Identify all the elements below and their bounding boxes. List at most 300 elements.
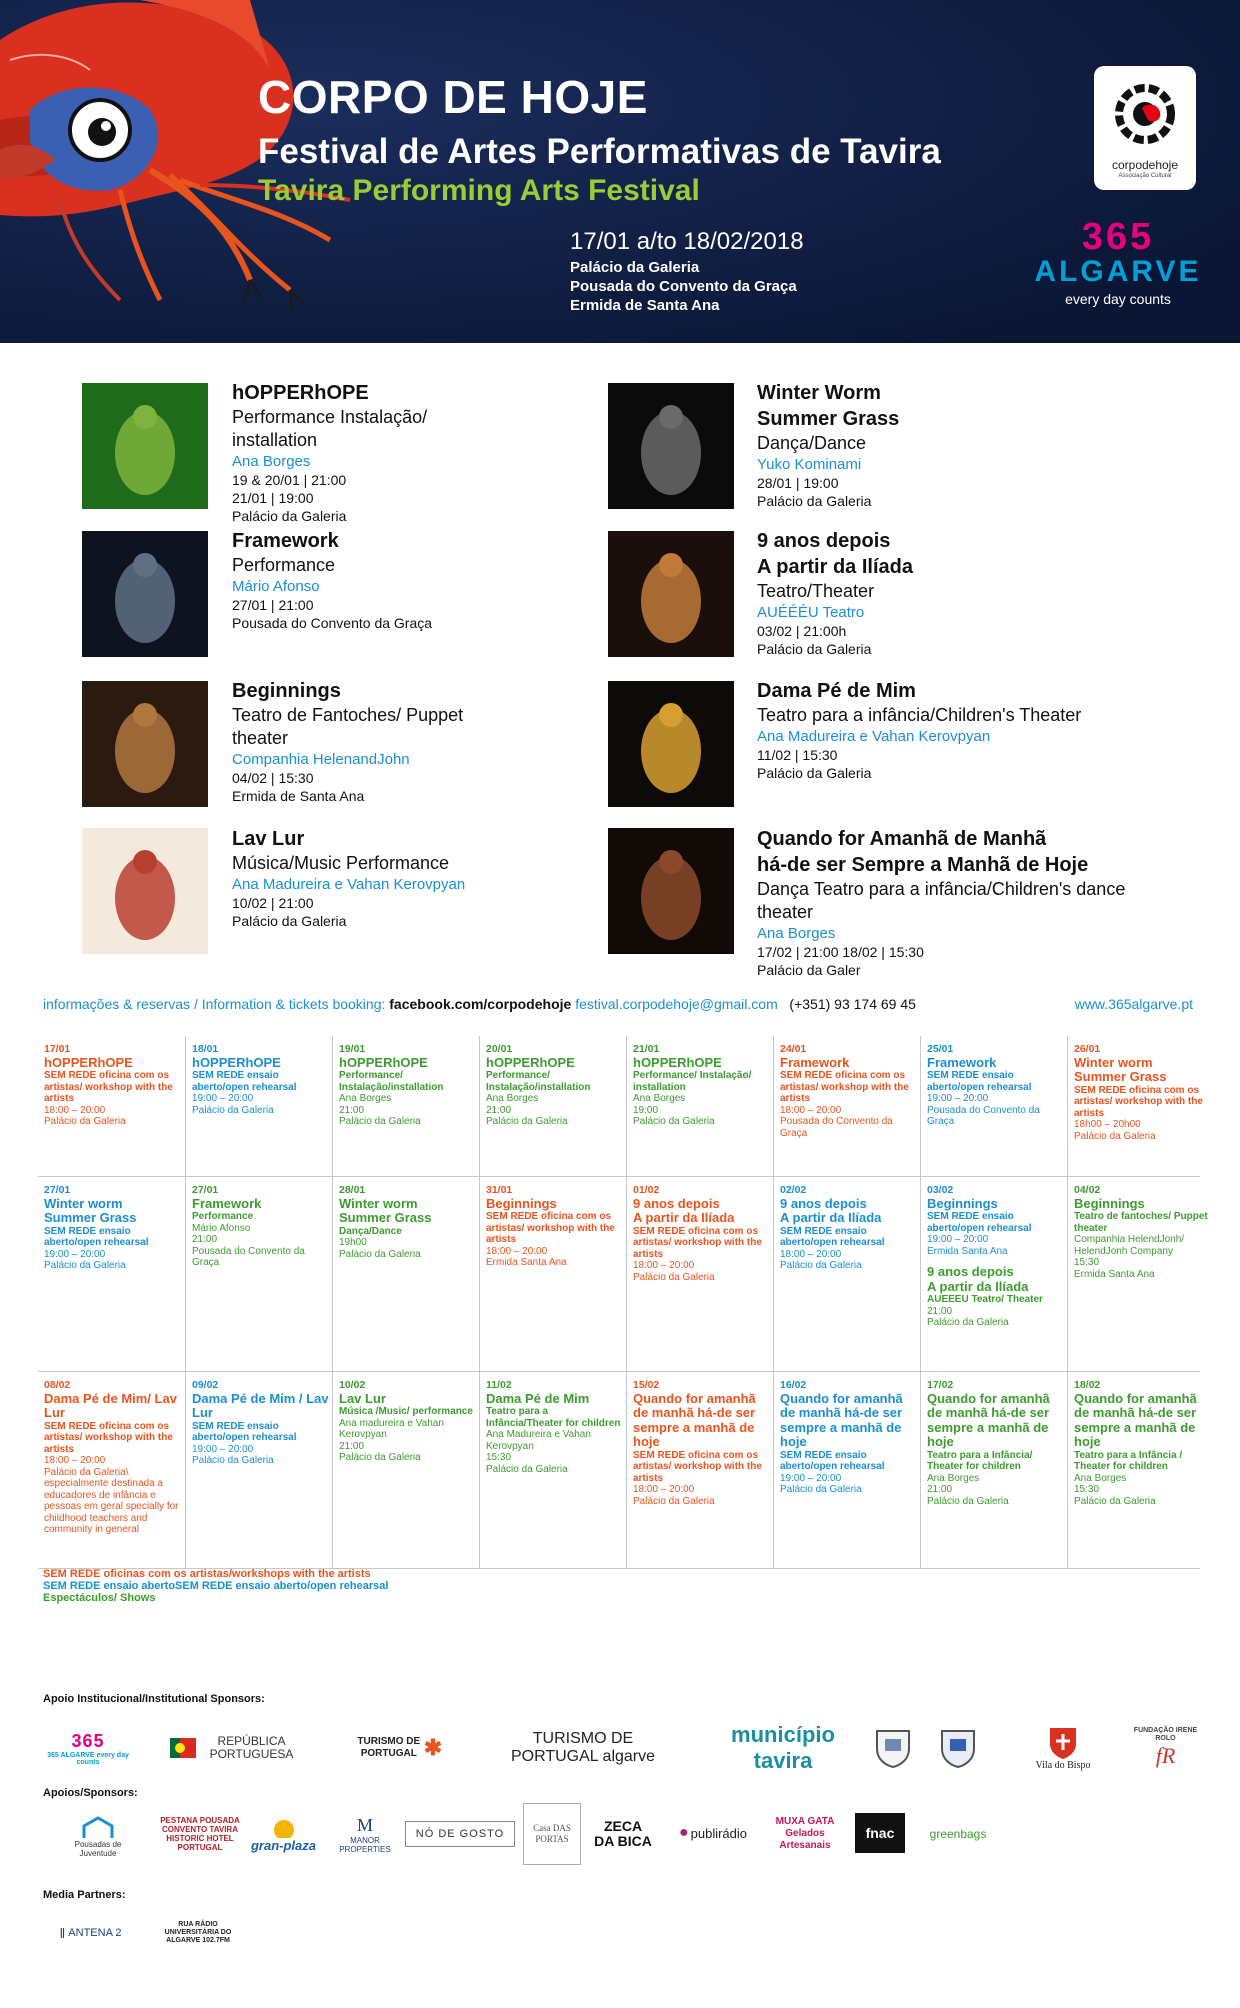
sponsor-fundacao-text: FUNDAÇÃO IRENE ROLO xyxy=(1133,1727,1198,1742)
facebook-link[interactable]: facebook.com/corpodehoje xyxy=(389,996,572,1012)
corpodehoje-logo-label: corpodehoje xyxy=(1111,158,1179,172)
calendar-event-title: Framework xyxy=(780,1054,850,1070)
calendar-event-detail: SEM REDE oficina com os artistas/ workshop with the artists xyxy=(486,1211,615,1245)
calendar-event-detail: SEM REDE oficina com os artistas/ workshop with the artists xyxy=(1074,1084,1203,1119)
festival-venues xyxy=(570,258,797,315)
show-schedule-line: Ermida de Santa Ana xyxy=(232,788,365,804)
sponsor-granplaza-text: gran-plaza xyxy=(250,1837,316,1853)
calendar-row xyxy=(38,1372,1200,1569)
calendar-event-title: Quando for amanhã de manhã há-de ser sempre a manhã de hoje xyxy=(633,1390,756,1449)
program-calendar xyxy=(38,1036,1208,1569)
sponsor-pestana xyxy=(155,1803,245,1865)
calendar-date: 18/01 xyxy=(192,1043,219,1055)
calendar-event-title: Quando for amanhã de manhã há-de ser sempre a manhã de hoje xyxy=(780,1390,903,1449)
calendar-event-title: 9 anos depois xyxy=(927,1264,1014,1279)
sponsors-label: Apoios/Sponsors: xyxy=(43,1787,138,1799)
sponsor-vila-text: Vila do Bispo xyxy=(1035,1759,1091,1771)
sponsor-365-algarve: 365 365 ALGARVE every day counts xyxy=(43,1718,133,1778)
media-rua-text: RUA RÁDIO UNIVERSITÁRIA DO ALGARVE 102.7FM xyxy=(164,1921,232,1944)
show-photo xyxy=(82,681,208,807)
sponsor-muxa-gata xyxy=(765,1811,845,1857)
show-schedule-line: 19 & 20/01 | 21:00 xyxy=(232,472,347,488)
calendar-day-cell xyxy=(479,1372,626,1569)
show-genre: Performance Instalação/ xyxy=(232,407,428,427)
email-link[interactable]: festival.corpodehoje@gmail.com xyxy=(575,996,778,1012)
calendar-date: 31/01 xyxy=(486,1184,513,1196)
show-schedule-line: Palácio da Galeria xyxy=(232,508,347,524)
sponsor-nodegosto-text: NÓ DE GOSTO xyxy=(415,1828,505,1840)
show-details xyxy=(232,380,427,525)
show-artist: Yuko Kominami xyxy=(757,456,862,473)
calendar-date: 18/02 xyxy=(1074,1379,1101,1391)
show-artist: Ana Borges xyxy=(757,925,836,942)
calendar-event-detail: AUEEEU Teatro/ Theater xyxy=(927,1294,1043,1305)
show-title: Framework xyxy=(232,530,339,552)
calendar-row xyxy=(38,1036,1203,1177)
antena-wave-icon: ‖ xyxy=(59,1925,66,1941)
calendar-event-detail: Teatro para a Infância/ Theater for children xyxy=(927,1449,1033,1472)
calendar-event-detail: 18:00 – 20:00 xyxy=(633,1260,695,1271)
calendar-event-title: Beginnings xyxy=(1074,1195,1145,1211)
calendar-date: 19/01 xyxy=(339,1043,366,1055)
calendar-event-detail: Palácio da Galeria xyxy=(633,1495,715,1507)
manor-m-icon: M xyxy=(356,1814,373,1835)
calendar-day-cell xyxy=(920,1372,1067,1569)
sponsor-republica xyxy=(163,1718,308,1778)
365-logo-number: 365 xyxy=(1081,216,1155,258)
calendar-event-detail: 18:00 – 20:00 xyxy=(44,1104,106,1116)
sponsor-manor-text: MANOR PROPERTIES xyxy=(339,1835,391,1854)
show-title: Beginnings xyxy=(232,680,341,702)
show-schedule-line: Palácio da Galeria xyxy=(757,493,872,509)
festival-subtitle-en: Tavira Performing Arts Festival xyxy=(258,174,700,207)
sponsor-pousadas-text: Pousadas de Juventude xyxy=(74,1840,122,1858)
calendar-event-detail: Teatro para a Infância/Theater for children xyxy=(486,1406,621,1429)
calendar-event-detail: Dança/Dance xyxy=(339,1225,402,1237)
show-schedule-line: 03/02 | 21:00h xyxy=(757,623,847,639)
calendar-event-detail: 18h00 – 20h00 xyxy=(1074,1119,1141,1130)
calendar-event-detail: 21:00 xyxy=(927,1484,953,1495)
calendar-event-detail: 19:00 – 20:00 xyxy=(780,1472,842,1484)
show-title: A partir da Ilíada xyxy=(757,556,913,578)
sponsor-manor xyxy=(325,1803,405,1865)
calendar-event-title: 9 anos depois xyxy=(780,1195,867,1211)
calendar-event-detail: 21:00 xyxy=(192,1234,218,1245)
365-algarve-logo xyxy=(1034,216,1202,307)
calendar-event-detail: SEM REDE oficina com os artistas/ workshop with the artists xyxy=(633,1225,762,1260)
calendar-date: 25/01 xyxy=(927,1043,954,1055)
media-partners-row xyxy=(43,1908,343,1968)
show-details xyxy=(232,678,463,805)
show-schedule-line: 10/02 | 21:00 xyxy=(232,895,314,911)
sponsor-fnac xyxy=(855,1813,905,1853)
calendar-event-detail: Palácio da Galeria xyxy=(633,1271,715,1283)
calendar-event-detail: Palácio da Galeria xyxy=(1074,1495,1156,1507)
show-schedule-line: Palácio da Galer xyxy=(757,962,861,978)
calendar-event-detail: 18:00 – 20:00 xyxy=(633,1484,695,1495)
calendar-event-title: A partir da Ilíada xyxy=(780,1210,882,1225)
calendar-row xyxy=(38,1177,1208,1372)
calendar-event-detail: Ermida Santa Ana xyxy=(486,1257,567,1268)
sponsor-greenbags-text: greenbags xyxy=(929,1827,987,1841)
show-artist: Ana Madureira e Vahan Kerovpyan xyxy=(757,728,991,745)
show-title: Lav Lur xyxy=(232,828,305,850)
sponsor-pousadas-juventude xyxy=(53,1809,143,1865)
calendar-event-title: Summer Grass xyxy=(1074,1069,1167,1084)
calendar-event-title: A partir da Ilíada xyxy=(633,1210,735,1225)
calendar-event-detail: 19:00 – 20:00 xyxy=(192,1093,254,1104)
sponsor-casa-text: Casa DAS PORTAS xyxy=(533,1823,571,1844)
calendar-event-detail: SEM REDE ensaio aberto/open rehearsal xyxy=(44,1225,149,1248)
calendar-event-detail: SEM REDE oficina com os artistas/ workshop with the artists xyxy=(633,1449,762,1484)
calendar-event-title: hOPPERhOPE xyxy=(339,1054,428,1070)
calendar-event-detail: 18:00 – 20:00 xyxy=(780,1104,842,1116)
calendar-event-detail: 18:00 – 20:00 xyxy=(486,1245,548,1257)
calendar-day-cell xyxy=(1067,1177,1214,1372)
calendar-day-cell xyxy=(38,1177,185,1372)
calendar-event-detail: Ana Borges xyxy=(1074,1472,1127,1484)
calendar-date: 21/01 xyxy=(633,1043,660,1055)
calendar-event-detail: Pousada do Convento da Graça xyxy=(927,1104,1040,1127)
calendar-event-detail: 21:00 xyxy=(486,1104,512,1116)
calendar-event-detail: Palácio da Galeria xyxy=(780,1260,862,1271)
calendar-event-title: Framework xyxy=(192,1195,262,1211)
calendar-event-detail: 18:00 – 20:00 xyxy=(44,1455,106,1466)
sponsor-gran-plaza xyxy=(241,1803,326,1865)
website-link[interactable]: www.365algarve.pt xyxy=(1074,996,1193,1012)
calendar-day-cell xyxy=(332,1036,479,1177)
calendar-event-detail: Ermida Santa Ana xyxy=(927,1245,1008,1257)
venue-2: Pousada do Convento da Graça xyxy=(570,278,797,295)
calendar-day-cell xyxy=(332,1177,479,1372)
calendar-event-detail: Palácio da Galeria xyxy=(339,1116,421,1127)
calendar-day-cell xyxy=(185,1177,332,1372)
calendar-day-cell xyxy=(626,1036,773,1177)
show-genre: installation xyxy=(232,430,318,450)
calendar-event-detail: Ana Borges xyxy=(339,1093,392,1104)
phone-number: (+351) 93 174 69 45 xyxy=(789,996,916,1012)
calendar-date: 26/01 xyxy=(1074,1043,1101,1055)
calendar-day-cell xyxy=(1067,1036,1214,1177)
calendar-event-detail: 19:00 – 20:00 xyxy=(192,1443,254,1455)
calendar-day-cell xyxy=(332,1372,479,1569)
calendar-event-title: Dama Pé de Mim xyxy=(486,1390,590,1406)
show-schedule-line: Palácio da Galeria xyxy=(757,765,872,781)
calendar-date: 03/02 xyxy=(927,1184,954,1196)
calendar-event-detail: Ana Borges xyxy=(633,1093,686,1104)
corpodehoje-logo xyxy=(1094,66,1196,190)
calendar-event-title: hOPPERhOPE xyxy=(633,1054,722,1070)
sponsor-publiradio-text: publirádio xyxy=(690,1825,748,1841)
calendar-event-detail: 19:00 – 20:00 xyxy=(44,1248,106,1260)
calendar-event-detail: Palácio da Galeria xyxy=(1074,1130,1156,1142)
calendar-event-title: Summer Grass xyxy=(44,1210,137,1225)
calendar-day-cell xyxy=(38,1372,185,1569)
sponsor-zeca-text: ZECA DA BICA xyxy=(594,1818,652,1849)
calendar-event-detail: SEM REDE oficina com os artistas/ workshop with the artists xyxy=(44,1070,173,1104)
legend-item: Espectáculos/ Shows xyxy=(43,1592,156,1604)
calendar-day-cell xyxy=(479,1177,626,1372)
show-title: 9 anos depois xyxy=(757,530,891,552)
show-genre: Performance xyxy=(232,555,336,575)
show-photo xyxy=(608,828,734,954)
calendar-date: 15/02 xyxy=(633,1379,660,1391)
show-genre: Dança Teatro para a infância/Children's dance xyxy=(757,879,1126,899)
show-details xyxy=(232,826,465,930)
calendar-event-detail: Ermida Santa Ana xyxy=(1074,1268,1155,1280)
calendar-event-detail: Pousada do Convento da Graça xyxy=(780,1116,893,1139)
sponsor-algarve-text: TURISMO DE PORTUGAL algarve xyxy=(510,1730,656,1765)
corpodehoje-logo-sublabel: Associação Cultural xyxy=(1118,173,1172,179)
calendar-event-title: Winter worm xyxy=(1074,1054,1153,1070)
calendar-event-detail: Ana Borges xyxy=(486,1093,539,1104)
coat-of-arms-2-icon xyxy=(938,1726,978,1770)
show-details xyxy=(757,528,913,658)
calendar-event-detail: Ana Madureira e Vahan Kerovpyan xyxy=(486,1429,591,1452)
show-photo xyxy=(608,531,734,657)
calendar-date: 28/01 xyxy=(339,1184,366,1196)
calendar-event-title: Quando for amanhã de manhã há-de ser sempre a manhã de hoje xyxy=(1074,1390,1197,1449)
corpodehoje-mark-icon xyxy=(1094,66,1196,158)
calendar-event-detail: Palácio da Galeria xyxy=(633,1116,715,1127)
sponsor-casa-das-portas xyxy=(523,1803,581,1865)
calendar-event-detail: 21:00 xyxy=(339,1440,365,1452)
calendar-event-detail: Palácio da Galeria xyxy=(339,1452,421,1463)
show-schedule-line: 04/02 | 15:30 xyxy=(232,770,314,786)
calendar-date: 24/01 xyxy=(780,1043,807,1055)
calendar-date: 11/02 xyxy=(486,1379,512,1391)
show-title: hOPPERhOPE xyxy=(232,382,369,404)
show-genre: Teatro para a infância/Children's Theater xyxy=(757,705,1082,725)
sponsor-tavira xyxy=(728,1718,838,1778)
legend-item: SEM REDE ensaio abertoSEM REDE ensaio aberto/open rehearsal xyxy=(43,1580,389,1592)
calendar-event-title: hOPPERhOPE xyxy=(192,1054,281,1070)
sponsor-turismo-portugal xyxy=(343,1718,453,1778)
show-details xyxy=(232,528,432,632)
show-artist: AUÉÉÉU Teatro xyxy=(757,604,865,621)
calendar-event-detail: Palácio da Galeria xyxy=(780,1484,862,1495)
calendar-event-detail: 15:30 xyxy=(486,1452,512,1463)
calendar-date: 02/02 xyxy=(780,1184,807,1196)
calendar-event-detail: SEM REDE ensaio aberto/open rehearsal xyxy=(927,1211,1032,1234)
calendar-event-detail: Ana Borges xyxy=(927,1472,980,1484)
calendar-event-detail: Palácio da Galeria xyxy=(44,1260,126,1271)
calendar-event-detail: 21:00 xyxy=(339,1104,365,1116)
sponsor-tavira-text: município tavira xyxy=(731,1722,835,1773)
show-photo xyxy=(82,828,208,954)
calendar-event-title: Quando for amanhã de manhã há-de ser sempre a manhã de hoje xyxy=(927,1390,1050,1449)
venue-1: Palácio da Galeria xyxy=(570,259,700,276)
calendar-event-detail: SEM REDE ensaio aberto/open rehearsal xyxy=(927,1070,1032,1093)
calendar-date: 16/02 xyxy=(780,1379,807,1391)
calendar-event-detail: Mário Afonso xyxy=(192,1222,251,1234)
institutional-sponsors-label: Apoio Institucional/Institutional Sponsors: xyxy=(43,1693,265,1705)
show-details xyxy=(757,380,899,510)
calendar-event-detail: 15:30 xyxy=(1074,1257,1100,1268)
portugal-flag-icon xyxy=(170,1735,196,1761)
show-schedule-line: 28/01 | 19:00 xyxy=(757,475,839,491)
festival-subtitle-pt: Festival de Artes Performativas de Tavira xyxy=(258,132,941,171)
calendar-event-title: Winter worm xyxy=(44,1195,123,1211)
calendar-event-detail: Pousada do Convento da Graça xyxy=(192,1245,305,1268)
show-title: Summer Grass xyxy=(757,408,900,430)
calendar-day-cell xyxy=(479,1036,626,1177)
sun-icon xyxy=(269,1816,299,1838)
show-artist: Mário Afonso xyxy=(232,578,320,595)
calendar-event-detail: Palácio da Galeria xyxy=(927,1317,1009,1328)
calendar-event-detail: Palácio da Galeria xyxy=(927,1495,1009,1507)
sponsor-turismo-text: TURISMO DE PORTUGAL xyxy=(357,1736,421,1759)
calendar-legend xyxy=(43,1568,388,1604)
calendar-date: 27/01 xyxy=(44,1184,71,1196)
calendar-event-detail: Palácio da Galeria\ especialmente destinada a educadores de infância e pessoas em geral specially for childhood teachers and community in general xyxy=(44,1466,179,1535)
calendar-event-title: Lav Lur xyxy=(339,1390,386,1406)
calendar-event-detail: Performance/ Instalação/ installation xyxy=(633,1070,752,1093)
show-genre: theater xyxy=(232,728,289,748)
show-title: Winter Worm xyxy=(757,382,881,404)
calendar-event-detail: SEM REDE ensaio aberto/open rehearsal xyxy=(780,1449,885,1472)
calendar-event-title: hOPPERhOPE xyxy=(44,1054,133,1070)
calendar-event-detail: 18:00 – 20:00 xyxy=(780,1248,842,1260)
calendar-date: 01/02 xyxy=(633,1184,660,1196)
calendar-event-title: Beginnings xyxy=(486,1195,557,1211)
show-schedule-line: Palácio da Galeria xyxy=(757,641,872,657)
calendar-event-detail: Palácio da Galeria xyxy=(192,1455,274,1466)
calendar-event-detail: Palácio da Galeria xyxy=(192,1104,274,1116)
calendar-date: 27/01 xyxy=(192,1184,219,1196)
sponsor-republica-text: REPÚBLICA PORTUGUESA xyxy=(209,1734,294,1761)
calendar-event-detail: Música /Music/ performance xyxy=(339,1406,473,1417)
show-genre: Teatro de Fantoches/ Puppet xyxy=(232,705,464,725)
calendar-event-title: A partir da Ilíada xyxy=(927,1278,1029,1294)
calendar-event-title: Summer Grass xyxy=(339,1210,432,1225)
show-details xyxy=(757,678,1081,782)
calendar-event-detail: Palácio da Galeria xyxy=(486,1463,568,1475)
show-title: Quando for Amanhã de Manhã xyxy=(757,828,1047,850)
show-title: há-de ser Sempre a Manhã de Hoje xyxy=(757,854,1089,876)
sponsors-row xyxy=(43,1803,1203,1863)
calendar-day-cell xyxy=(626,1372,773,1569)
calendar-event-detail: 19:00 – 20:00 xyxy=(927,1093,989,1104)
sponsor-zeca-da-bica xyxy=(588,1803,658,1865)
media-antena2 xyxy=(53,1916,128,1950)
calendar-day-cell xyxy=(773,1372,920,1569)
show-genre: Música/Music Performance xyxy=(232,853,450,873)
calendar-event-detail: Palácio da Galeria xyxy=(339,1248,421,1260)
calendar-event-detail: 19:00 – 20:00 xyxy=(927,1234,989,1245)
sponsor-greenbags xyxy=(913,1817,1003,1851)
show-schedule-line: 27/01 | 21:00 xyxy=(232,597,314,613)
festival-dates: 17/01 a/to 18/02/2018 xyxy=(570,228,804,255)
sponsor-fnac-text: fnac xyxy=(865,1825,895,1841)
calendar-event-title: Framework xyxy=(927,1054,997,1070)
show-photo xyxy=(608,681,734,807)
calendar-day-cell xyxy=(1067,1372,1214,1569)
vila-do-bispo-shield-icon xyxy=(1048,1726,1078,1760)
calendar-event-detail: Palácio da Galeria xyxy=(44,1116,126,1127)
calendar-event-detail: Teatro de fantoches/ Puppet theater xyxy=(1074,1211,1208,1234)
calendar-event-title: Beginnings xyxy=(927,1195,998,1211)
calendar-event-detail: SEM REDE oficina com os artistas/ workshop with the artists xyxy=(780,1070,909,1104)
calendar-event-title: Winter worm xyxy=(339,1195,418,1211)
festival-header xyxy=(0,0,1240,343)
festival-title: CORPO DE HOJE xyxy=(258,71,648,123)
sponsor-vila-do-bispo xyxy=(1033,1718,1093,1778)
calendar-event-detail: SEM REDE ensaio aberto/open rehearsal xyxy=(780,1225,885,1248)
calendar-date: 04/02 xyxy=(1074,1184,1101,1196)
calendar-date: 20/01 xyxy=(486,1043,513,1055)
calendar-date: 09/02 xyxy=(192,1379,219,1391)
calendar-date: 17/02 xyxy=(927,1379,954,1391)
publiradio-dot-icon: ● xyxy=(678,1824,689,1841)
show-artist: Companhia HelenandJohn xyxy=(232,751,410,768)
calendar-day-cell xyxy=(920,1036,1067,1177)
booking-info xyxy=(43,996,1193,1016)
sponsor-muxagata-text: MUXA GATA Gelados Artesanais xyxy=(775,1816,835,1851)
calendar-event-detail: Performance/ Instalação/installation xyxy=(339,1070,444,1093)
calendar-event-detail: Ana madureira e Vahan Kerovpyan xyxy=(339,1417,444,1440)
calendar-day-cell xyxy=(773,1177,920,1372)
show-details xyxy=(757,826,1125,979)
sponsor-publiradio xyxy=(663,1813,763,1853)
house-icon xyxy=(80,1816,116,1840)
media-antena2-text: ANTENA 2 xyxy=(68,1927,122,1939)
calendar-event-detail: 19h00 xyxy=(339,1237,367,1248)
calendar-event-detail: 19:00 xyxy=(633,1104,659,1116)
show-genre: Teatro/Theater xyxy=(757,581,875,601)
calendar-event-detail: SEM REDE oficina com os artistas/ workshop with the artists xyxy=(44,1420,173,1455)
calendar-day-cell xyxy=(38,1036,185,1177)
booking-label: informações & reservas / Information & tickets booking: xyxy=(43,996,386,1012)
365-logo-word: ALGARVE xyxy=(1034,255,1202,288)
sponsor-fundacao-irene-rolo xyxy=(1128,1718,1203,1778)
institutional-sponsors-row xyxy=(43,1718,1203,1778)
365-logo-tagline: every day counts xyxy=(1065,291,1171,307)
calendar-event-detail: Performance/ Instalação/installation xyxy=(486,1070,591,1093)
calendar-date: 10/02 xyxy=(339,1379,366,1391)
calendar-day-cell xyxy=(185,1036,332,1177)
fundacao-fr-mark-icon: fR xyxy=(1155,1743,1176,1768)
sponsor-365-text: 365 ALGARVE every day counts xyxy=(47,1751,129,1766)
calendar-day-cell xyxy=(626,1177,773,1372)
show-schedule-line: Palácio da Galeria xyxy=(232,913,347,929)
show-genre: Dança/Dance xyxy=(757,433,867,453)
show-artist: Ana Madureira e Vahan Kerovpyan xyxy=(232,876,466,893)
calendar-event-detail: 15:30 xyxy=(1074,1484,1100,1495)
sponsor-pestana-text: PESTANA POUSADA CONVENTO TAVIRA HISTORIC HOTEL PORTUGAL xyxy=(160,1816,240,1852)
calendar-event-detail: 21:00 xyxy=(927,1305,953,1317)
sponsor-turismo-algarve xyxy=(498,1718,668,1778)
show-schedule-line: 21/01 | 19:00 xyxy=(232,490,314,506)
calendar-day-cell xyxy=(773,1036,920,1177)
calendar-day-cell xyxy=(185,1372,332,1569)
calendar-date: 08/02 xyxy=(44,1379,71,1391)
calendar-event-title: 9 anos depois xyxy=(633,1195,720,1211)
show-schedule-line: Pousada do Convento da Graça xyxy=(232,615,433,631)
venue-3: Ermida de Santa Ana xyxy=(570,297,720,314)
calendar-event-detail: SEM REDE ensaio aberto/open rehearsal xyxy=(192,1420,297,1443)
coat-of-arms-1-icon xyxy=(873,1726,913,1770)
calendar-date: 17/01 xyxy=(44,1043,71,1055)
calendar-event-title: Dama Pé de Mim / Lav Lur xyxy=(192,1390,329,1420)
calendar-event-title: Dama Pé de Mim/ Lav Lur xyxy=(44,1390,177,1420)
show-photo xyxy=(82,531,208,657)
calendar-event-detail: Companhia HelendJonh/ HelendJonh Company xyxy=(1074,1234,1185,1257)
show-schedule-line: 11/02 | 15:30 xyxy=(757,747,838,763)
legend-item: SEM REDE oficinas com os artistas/workshops with the artists xyxy=(43,1568,371,1580)
media-rua-fm xyxy=(143,1908,253,1958)
show-photo xyxy=(608,383,734,509)
